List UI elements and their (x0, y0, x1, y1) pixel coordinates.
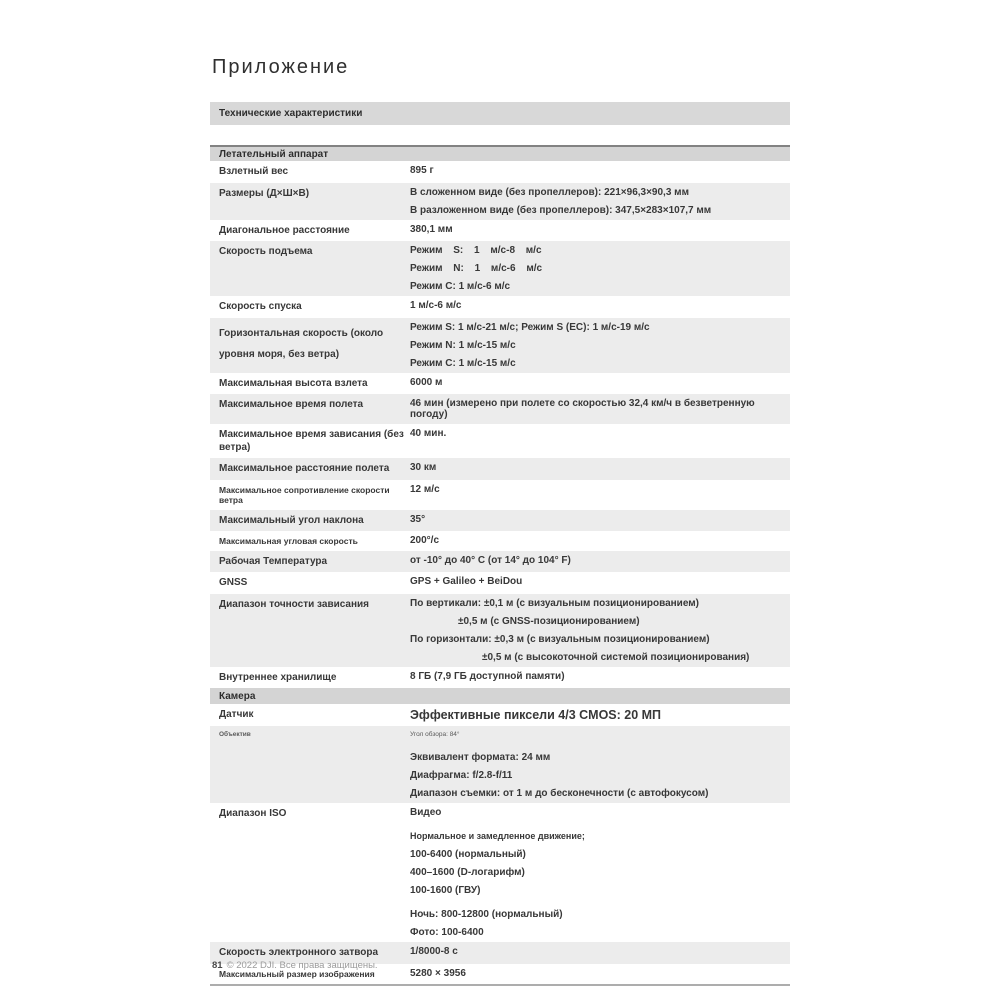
page-content (210, 0, 790, 986)
spec-value-line: 12 м/с (410, 483, 440, 495)
spec-value-line: ±0,5 м (с высокоточной системой позиционирования) (482, 651, 750, 663)
spec-label: Диапазон ISO (219, 808, 287, 820)
spec-value-line: от -10° до 40° C (от 14° до 104° F) (410, 554, 571, 566)
spec-value (410, 708, 790, 722)
spec-label: Рабочая Температура (219, 555, 328, 567)
specs-table (210, 145, 790, 986)
spec-label: Скорость спуска (219, 301, 302, 312)
spec-value-line: 5280 × 3956 (410, 967, 466, 979)
spec-value (410, 807, 790, 938)
spec-label: Скорость подъема (219, 246, 313, 257)
spec-label: Максимальное время зависания (без ветра) (219, 429, 404, 453)
spec-label: Горизонтальная скорость (около уровня моря, без ветра) (219, 327, 384, 360)
spec-label: Максимальное сопротивление скорости ветра (219, 484, 390, 506)
spec-row (210, 594, 790, 667)
spec-value (410, 165, 790, 179)
spec-value (410, 187, 790, 216)
spec-value-line: 400–1600 (D-логарифм) (410, 867, 525, 879)
spec-value (410, 576, 790, 590)
spec-value-line: В разложенном виде (без пропеллеров): 347,5×283×107,7 мм (410, 204, 712, 216)
spec-row (210, 296, 790, 318)
spec-value (410, 462, 790, 476)
spec-value-line: 30 км (410, 462, 437, 473)
spec-row (210, 704, 790, 726)
table-section-header (210, 688, 790, 704)
spec-row (210, 531, 790, 551)
spec-label: Максимальное расстояние полета (219, 463, 390, 474)
spec-row (210, 394, 790, 424)
spec-label: Скорость электронного затвора (219, 947, 379, 959)
spec-value-line: ±0,5 м (с GNSS-позиционированием) (458, 615, 640, 627)
spec-value-line: 8 ГБ (7,9 ГБ доступной памяти) (410, 670, 565, 682)
spec-label: Размеры (Д×Ш×В) (219, 187, 310, 199)
spec-value-line: В сложенном виде (без пропеллеров): 221×96,3×90,3 мм (410, 186, 689, 198)
spec-value (410, 300, 790, 314)
spec-value-line: 6000 м (410, 376, 443, 388)
spec-value (410, 535, 790, 547)
spec-value-line: Эквивалент формата: 24 мм (410, 752, 551, 764)
spec-value-line: Фото: 100-6400 (410, 927, 484, 939)
spec-value-line: Режим N: 1 м/с-15 м/с (410, 339, 516, 351)
page-footer (212, 960, 378, 971)
spec-row (210, 161, 790, 183)
spec-label: Максимальный угол наклона (219, 514, 364, 526)
spec-value-line: 380,1 мм (410, 223, 453, 235)
spec-value-line: Нормальное и замедленное движение; (410, 831, 585, 842)
copyright-text: © 2022 DJI. Все права защищены. (226, 960, 378, 971)
spec-value-line: 200°/с (410, 535, 440, 547)
spec-row (210, 458, 790, 480)
spec-value-line: Эффективные пиксели 4/3 CMOS: 20 МП (410, 708, 662, 723)
table-section-title: Камера (219, 690, 256, 702)
spec-row (210, 726, 790, 803)
spec-row (210, 480, 790, 510)
spec-value (410, 322, 790, 369)
spec-label: Максимальная угловая скорость (219, 536, 358, 547)
spec-value-line: 100-6400 (нормальный) (410, 849, 526, 861)
spec-row (210, 318, 790, 373)
spec-row (210, 183, 790, 220)
spec-value-line: Ночь: 800-12800 (нормальный) (410, 909, 563, 921)
section-header-specs (210, 102, 790, 125)
spec-label: Диагональное расстояние (219, 224, 350, 236)
spec-value (410, 730, 790, 799)
spec-row (210, 241, 790, 296)
spec-value-line: 40 мин. (410, 428, 447, 439)
spec-label: Максимальный размер изображения (219, 968, 375, 979)
spec-value-line: Режим S: 1 м/с-8 м/с (410, 245, 542, 256)
spec-label: Взлетный вес (219, 166, 289, 177)
spec-value (410, 377, 790, 391)
spec-value (410, 398, 790, 420)
spec-value (410, 224, 790, 238)
spec-value-line: Режим C: 1 м/с-15 м/с (410, 357, 516, 369)
spec-value (410, 428, 790, 454)
spec-value-line: 1/8000-8 с (410, 946, 458, 958)
page-title: Приложение (212, 56, 350, 78)
spec-value (410, 968, 790, 980)
spec-value-line: GPS + Galileo + BeiDou (410, 576, 523, 588)
spec-value-line: 895 г (410, 165, 434, 176)
spec-row (210, 373, 790, 395)
spec-value-line: По горизонтали: ±0,3 м (с визуальным позиционированием) (410, 633, 710, 645)
spec-row (210, 424, 790, 458)
section-header-specs-label: Технические характеристики (219, 108, 363, 119)
spec-label: Диапазон точности зависания (219, 598, 369, 610)
spec-row (210, 510, 790, 532)
spec-value (410, 671, 790, 685)
spec-value-line: 46 мин (измерено при полете со скоростью 32,4 км/ч в безветренную погоду) (410, 398, 755, 420)
spec-value-line: Диафрагма: f/2.8-f/11 (410, 770, 513, 782)
spec-label: Максимальная высота взлета (219, 377, 368, 389)
spec-value-line: Режим N: 1 м/с-6 м/с (410, 263, 543, 274)
spec-label: Внутреннее хранилище (219, 671, 337, 683)
spec-label: Датчик (219, 709, 254, 721)
spec-row (210, 220, 790, 242)
spec-value (410, 245, 790, 292)
spec-value-line: Видео (410, 807, 442, 819)
table-section-title: Летательный аппарат (219, 148, 329, 160)
spec-value (410, 946, 790, 960)
spec-row (210, 803, 790, 942)
spec-label: GNSS (219, 577, 248, 589)
table-section-header (210, 145, 790, 161)
spec-value-line: Угол обзора: 84° (410, 731, 460, 739)
spec-row (210, 572, 790, 594)
spec-value (410, 598, 790, 663)
spec-row (210, 667, 790, 689)
spec-value-line: По вертикали: ±0,1 м (с визуальным позиционированием) (410, 597, 699, 609)
spec-value-line: Режим C: 1 м/с-6 м/с (410, 281, 511, 292)
spec-value (410, 484, 790, 506)
spec-value-line: 35° (410, 513, 426, 525)
spec-value-line: Диапазон съемки: от 1 м до бесконечности (с автофокусом) (410, 788, 709, 800)
spec-value-line: 1 м/с-6 м/с (410, 300, 462, 311)
spec-label: Максимальное время полета (219, 399, 364, 410)
page-number: 81 (212, 960, 223, 971)
spec-label: Объектив (219, 731, 251, 739)
spec-value (410, 514, 790, 528)
spec-value (410, 555, 790, 569)
spec-value-line: 100-1600 (ГВУ) (410, 885, 481, 897)
spec-row (210, 551, 790, 573)
spec-value-line: Режим S: 1 м/с-21 м/с; Режим S (ЕС): 1 м/с-19 м/с (410, 321, 650, 333)
